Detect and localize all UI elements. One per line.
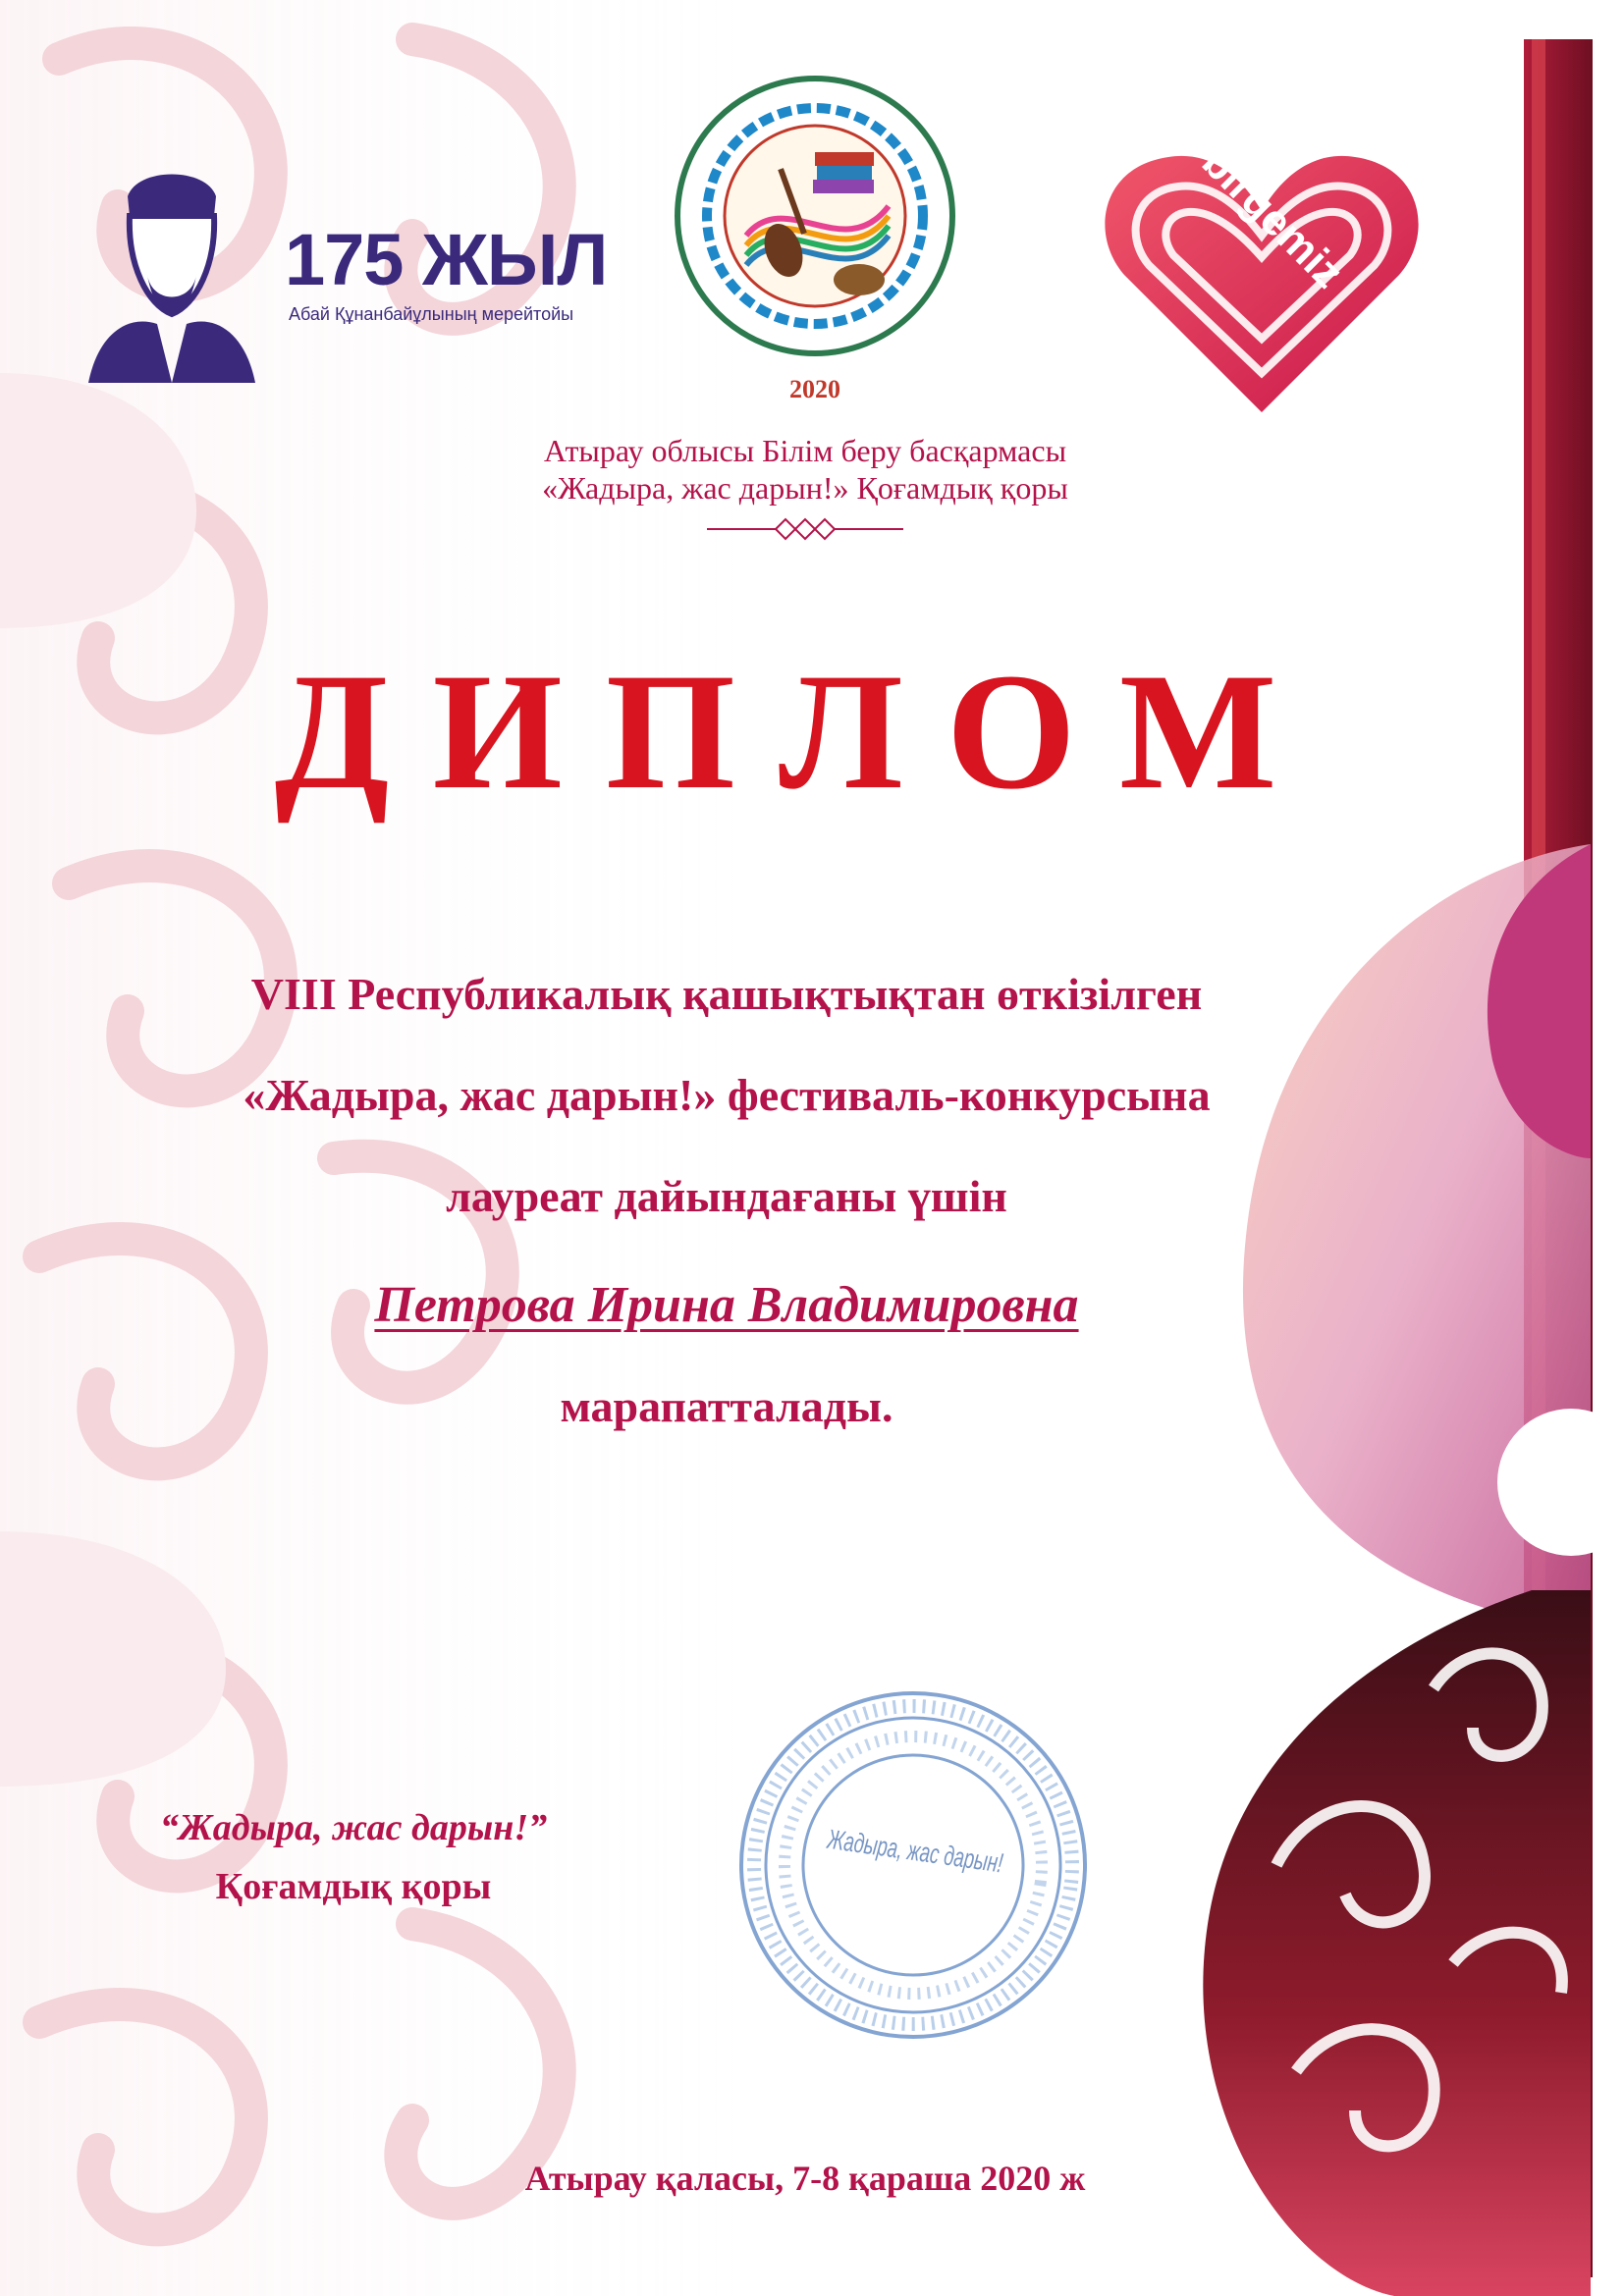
- official-stamp: [708, 1660, 1118, 2070]
- abai-175-number: 175 ЖЫЛ: [285, 219, 608, 300]
- diploma-body: [157, 969, 1296, 1431]
- abai-175-logo: [69, 157, 608, 393]
- abai-portrait-icon: [69, 157, 275, 383]
- birgemiz-wordmark: birgemiz: [1192, 137, 1353, 298]
- signature-block: [147, 1804, 560, 1910]
- organizer-line-2: «Жадыра, жас дарын!» Қоғамдық қоры: [542, 470, 1068, 506]
- stamp-center-line: Жадыра, жас дарын!: [825, 1823, 1094, 1892]
- organizer-line-1: Атырау облысы Білім беру басқармасы: [543, 433, 1067, 468]
- diploma-title: ДИПЛОМ: [274, 639, 1321, 824]
- stamp-center-text: [824, 1823, 1094, 1892]
- festival-emblem-icon: [668, 69, 962, 373]
- award-line-4: марапатталады.: [560, 1381, 893, 1431]
- signature-line-1: “Жадыра, жас дарын!”: [159, 1807, 548, 1848]
- festival-logo: [668, 69, 962, 402]
- festival-logo-year: 2020: [789, 375, 840, 403]
- award-line-2: «Жадыра, жас дарын!» фестиваль-конкурсына: [243, 1070, 1211, 1120]
- abai-175-caption: Абай Құнанбайұлының мерейтойы: [289, 304, 574, 324]
- signature-line-2: Қоғамдық қоры: [215, 1866, 492, 1907]
- place-and-date: Атырау қаласы, 7-8 қараша 2020 ж: [524, 2159, 1086, 2198]
- heart-icon: [1090, 137, 1434, 422]
- organizer-block: [432, 432, 1178, 544]
- award-line-1: VIII Республикалық қашықтықтан өткізілген: [250, 969, 1203, 1019]
- award-line-3: лауреат дайындағаны үшін: [446, 1171, 1007, 1221]
- recipient-name: Петрова Ирина Владимировна: [374, 1277, 1079, 1333]
- ornamental-divider: [707, 514, 903, 544]
- birgemiz-logo: [1090, 137, 1434, 422]
